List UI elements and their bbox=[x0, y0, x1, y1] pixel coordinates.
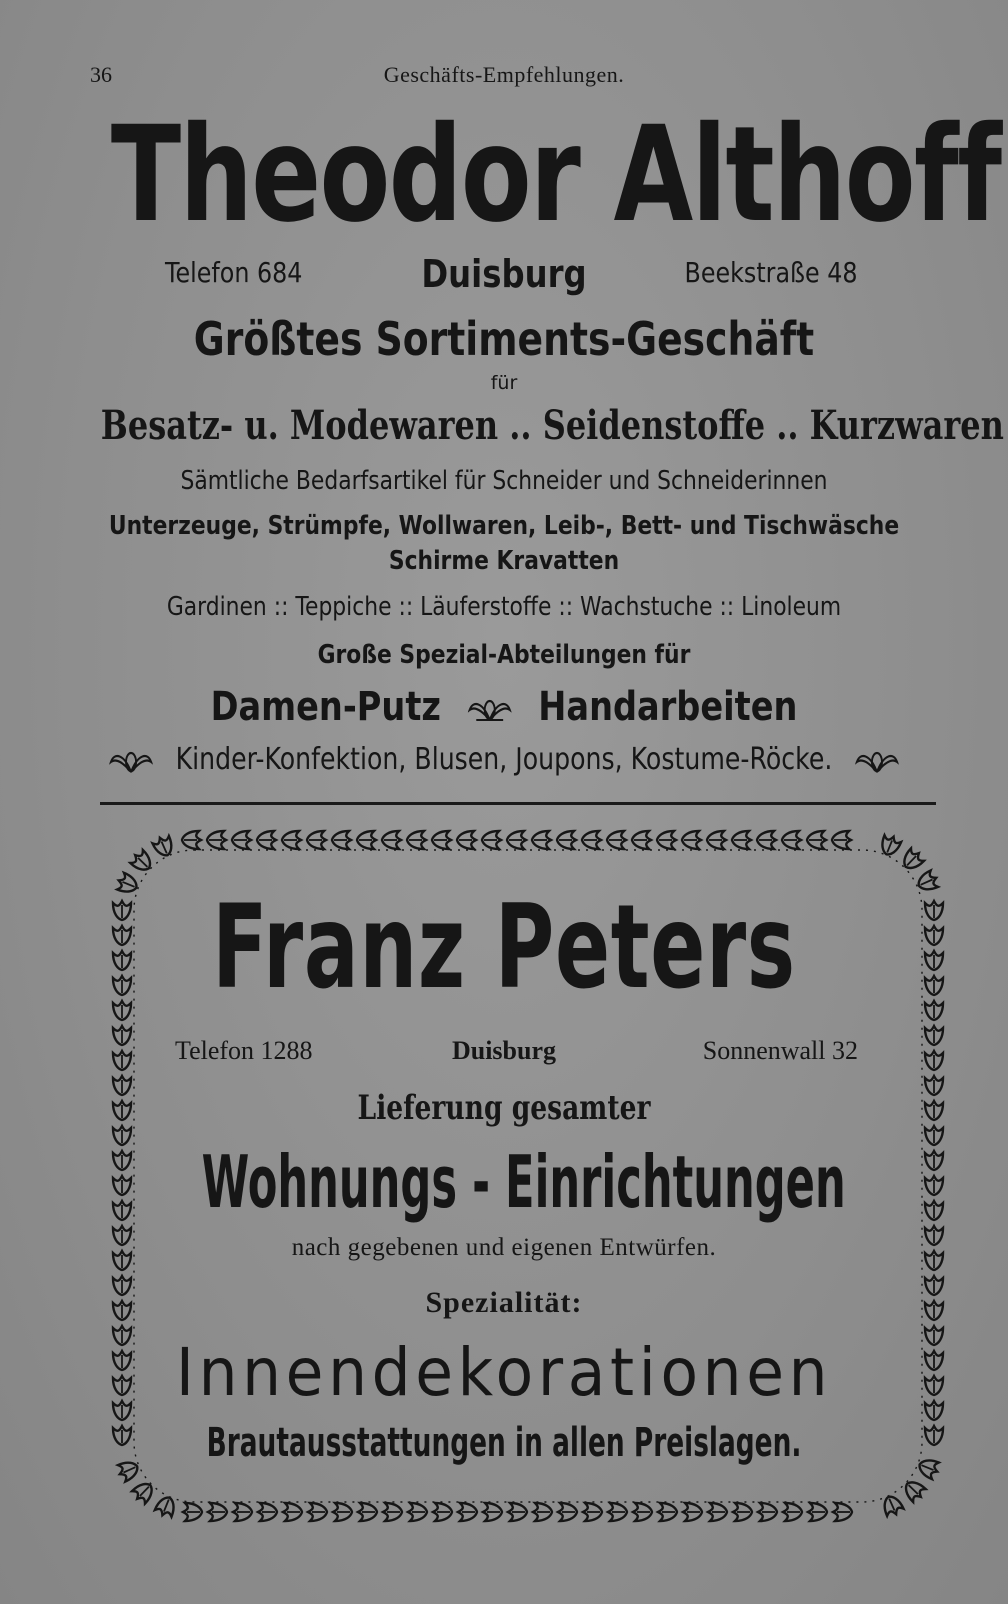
ad2-supply: Lieferung gesamter bbox=[357, 1088, 651, 1128]
border-bud-icon bbox=[358, 1503, 377, 1521]
border-bud-icon bbox=[878, 833, 902, 857]
border-bud-icon bbox=[482, 831, 501, 849]
ad1-departments bbox=[81, 684, 928, 730]
border-bud-icon bbox=[808, 1503, 827, 1521]
border-bud-icon bbox=[682, 831, 701, 849]
ad2-contact-row bbox=[0, 1036, 1008, 1072]
border-bud-icon bbox=[307, 831, 326, 849]
ad2-specialty: Innendekorationen bbox=[175, 1334, 833, 1411]
border-bud-icon bbox=[113, 1151, 131, 1170]
ad2-designs: nach gegebenen und eigenen Entwürfen. bbox=[291, 1234, 717, 1261]
ad1-clothing-row bbox=[81, 742, 928, 777]
border-bud-icon bbox=[925, 926, 943, 945]
ad1-umbrellas: Schirme Kravatten bbox=[388, 546, 620, 576]
border-bud-icon bbox=[607, 831, 626, 849]
border-bud-icon bbox=[383, 1503, 402, 1521]
border-bud-icon bbox=[113, 1126, 131, 1145]
border-bud-icon bbox=[232, 831, 251, 849]
running-head: Geschäfts-Empfehlungen. bbox=[383, 62, 625, 87]
border-bud-icon bbox=[880, 1493, 904, 1518]
border-bud-icon bbox=[113, 901, 131, 920]
border-bud-icon bbox=[583, 1503, 602, 1521]
border-bud-icon bbox=[707, 831, 726, 849]
ad1-street: Beekstraße 48 bbox=[685, 256, 858, 289]
ad1-city: Duisburg bbox=[421, 252, 587, 296]
border-bud-icon bbox=[657, 831, 676, 849]
border-bud-icon bbox=[925, 1126, 943, 1145]
border-bud-icon bbox=[182, 831, 201, 849]
ad1-headline: Größtes Sortiments-Geschäft bbox=[193, 312, 815, 366]
border-bud-icon bbox=[116, 1458, 141, 1482]
border-bud-icon bbox=[458, 1503, 477, 1521]
ad1-underwear: Unterzeuge, Strümpfe, Wollwaren, Leib-, Bett- und Tischwäsche bbox=[108, 511, 900, 541]
ad1-categories: Besatz- u. Modewaren .. Seidenstoffe .. Kurzwaren bbox=[100, 402, 1004, 449]
ad1-phone: Telefon 684 bbox=[165, 256, 303, 289]
border-bud-icon bbox=[925, 1076, 943, 1095]
border-bud-icon bbox=[925, 1001, 943, 1020]
border-bud-icon bbox=[507, 831, 526, 849]
border-bud-icon bbox=[608, 1503, 627, 1521]
border-bud-icon bbox=[633, 1503, 652, 1521]
border-bud-icon bbox=[915, 870, 940, 894]
lotus-ornament-icon bbox=[855, 746, 899, 776]
border-bud-icon bbox=[732, 831, 751, 849]
border-bud-icon bbox=[783, 1503, 802, 1521]
border-bud-icon bbox=[782, 831, 801, 849]
border-bud-icon bbox=[258, 1503, 277, 1521]
border-bud-icon bbox=[508, 1503, 527, 1521]
border-bud-icon bbox=[925, 1101, 943, 1120]
border-bud-icon bbox=[113, 951, 131, 970]
border-bud-icon bbox=[925, 976, 943, 995]
ad1-clothing: Kinder-Konfektion, Blusen, Joupons, Kostume-Röcke. bbox=[175, 742, 833, 777]
border-bud-icon bbox=[807, 831, 826, 849]
border-bud-icon bbox=[113, 1201, 131, 1220]
border-bud-icon bbox=[154, 1494, 178, 1518]
divider-rule bbox=[100, 802, 936, 805]
ad1-fuer: für bbox=[490, 372, 518, 394]
border-bud-icon bbox=[558, 1503, 577, 1521]
ad2-city: Duisburg bbox=[451, 1036, 557, 1065]
border-bud-icon bbox=[113, 1176, 131, 1195]
border-bud-icon bbox=[758, 1503, 777, 1521]
border-bud-icon bbox=[152, 834, 176, 859]
ad1-dept-right: Handarbeiten bbox=[538, 684, 798, 730]
border-bud-icon bbox=[357, 831, 376, 849]
ad1-supplies: Sämtliche Bedarfsartikel für Schneider und Schneiderinnen bbox=[180, 466, 828, 496]
border-bud-icon bbox=[113, 1426, 131, 1445]
border-bud-icon bbox=[925, 1201, 943, 1220]
border-bud-icon bbox=[757, 831, 776, 849]
border-bud-icon bbox=[113, 1001, 131, 1020]
border-bud-icon bbox=[183, 1503, 202, 1521]
border-bud-icon bbox=[257, 831, 276, 849]
border-bud-icon bbox=[557, 831, 576, 849]
border-bud-icon bbox=[113, 976, 131, 995]
border-bud-icon bbox=[333, 1503, 352, 1521]
border-bud-icon bbox=[407, 831, 426, 849]
border-bud-icon bbox=[233, 1503, 252, 1521]
ad2-street: Sonnenwall 32 bbox=[702, 1036, 858, 1065]
border-bud-icon bbox=[916, 1456, 940, 1480]
border-bud-icon bbox=[925, 1176, 943, 1195]
border-bud-icon bbox=[308, 1503, 327, 1521]
border-bud-icon bbox=[483, 1503, 502, 1521]
page-number: 36 bbox=[90, 62, 112, 87]
border-bud-icon bbox=[683, 1503, 702, 1521]
border-bud-icon bbox=[925, 901, 943, 920]
border-bud-icon bbox=[457, 831, 476, 849]
border-bud-icon bbox=[733, 1503, 752, 1521]
ad2-business-name: Franz Peters bbox=[212, 880, 796, 1015]
border-bud-icon bbox=[832, 831, 851, 849]
ad1-contact-row bbox=[0, 252, 1008, 296]
border-bud-icon bbox=[207, 831, 226, 849]
border-bud-icon bbox=[582, 831, 601, 849]
border-bud-icon bbox=[925, 951, 943, 970]
ad1-dept-left: Damen-Putz bbox=[210, 684, 441, 730]
lotus-ornament-icon bbox=[109, 746, 153, 776]
border-bud-icon bbox=[283, 1503, 302, 1521]
ad2-bridal: Brautausstattungen in allen Preislagen. bbox=[206, 1420, 802, 1466]
border-bud-icon bbox=[382, 831, 401, 849]
lotus-ornament-icon bbox=[468, 694, 512, 724]
ad1-special: Große Spezial-Abteilungen für bbox=[317, 640, 691, 670]
border-bud-icon bbox=[632, 831, 651, 849]
border-bud-icon bbox=[833, 1503, 852, 1521]
border-bud-icon bbox=[658, 1503, 677, 1521]
border-bud-icon bbox=[282, 831, 301, 849]
border-bud-icon bbox=[532, 831, 551, 849]
ad2-specialty-label: Spezialität: bbox=[425, 1286, 583, 1319]
border-bud-icon bbox=[708, 1503, 727, 1521]
border-bud-icon bbox=[433, 1503, 452, 1521]
ad1-textiles: Gardinen :: Teppiche :: Läuferstoffe :: Wachstuche :: Linoleum bbox=[166, 592, 842, 622]
ad2-headline: Wohnungs - Einrichtungen bbox=[201, 1140, 846, 1224]
border-bud-icon bbox=[208, 1503, 227, 1521]
border-bud-icon bbox=[925, 1426, 943, 1445]
border-bud-icon bbox=[533, 1503, 552, 1521]
border-bud-icon bbox=[901, 1477, 927, 1503]
border-bud-icon bbox=[332, 831, 351, 849]
ad1-business-name: Theodor Althoff bbox=[110, 98, 1001, 252]
border-bud-icon bbox=[131, 1479, 157, 1505]
border-bud-icon bbox=[115, 872, 139, 896]
border-bud-icon bbox=[432, 831, 451, 849]
border-bud-icon bbox=[925, 1151, 943, 1170]
border-bud-icon bbox=[129, 849, 155, 875]
border-bud-icon bbox=[899, 847, 925, 873]
border-bud-icon bbox=[113, 926, 131, 945]
border-bud-icon bbox=[408, 1503, 427, 1521]
ad2-phone: Telefon 1288 bbox=[175, 1036, 313, 1065]
